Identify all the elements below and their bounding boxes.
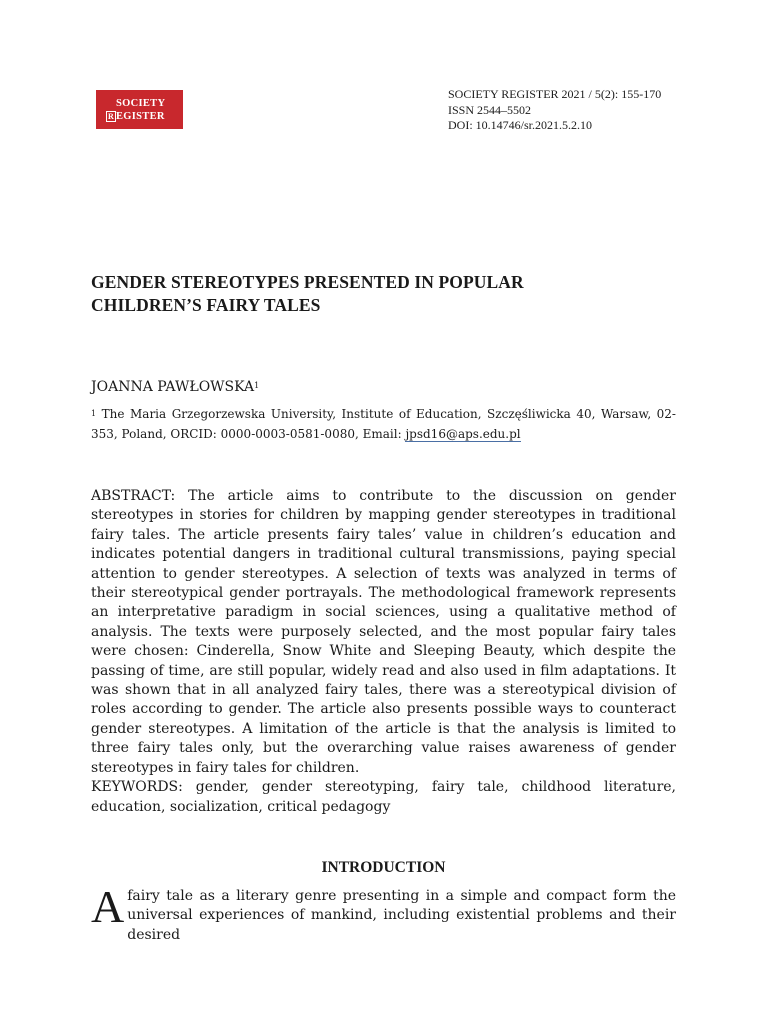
affiliation-mark: 1 — [91, 409, 97, 418]
logo-line-1: SOCIETY — [116, 98, 166, 109]
introduction-text: fairy tale as a literary genre presenting in a simple and compact form the universal experiences of mankind, including existential problems and their desired — [127, 888, 676, 943]
email-link[interactable]: jpsd16@aps.edu.pl — [405, 426, 521, 441]
title-line-1: GENDER STEREOTYPES PRESENTED IN POPULAR — [91, 272, 524, 292]
section-heading-introduction: INTRODUCTION — [321, 859, 446, 876]
logo-line-2-rest: EGISTER — [116, 111, 165, 122]
citation-line: SOCIETY REGISTER 2021 / 5(2): 155-170 — [448, 87, 662, 101]
logo-line-2 — [106, 110, 183, 123]
doi-line: DOI: 10.14746/sr.2021.5.2.10 — [448, 118, 592, 132]
journal-logo — [96, 90, 183, 129]
logo-boxed-letter: R — [107, 112, 115, 121]
author-footnote-mark: 1 — [254, 381, 260, 390]
issn-line: ISSN 2544–5502 — [448, 102, 532, 117]
drop-cap: A — [91, 881, 125, 932]
abstract-text: ABSTRACT: The article aims to contribute to the discussion on gender stereotypes in stories for children by mapping gender stereotypes in traditional fairy tales. The article presents fairy tales’ value in children’s education and indicates potential dangers in traditional cultural transmissions, paying special attention to gender stereotypes. A selection of texts was analyzed in terms of their stereotypical gender portrayals. The methodological framework represents an interpretative paradigm in social sciences, using a qualitative method of analysis. The texts were purposely selected, and the most popular fairy tales were chosen: Cinderella, Snow White and Sleeping Beauty, which despite the passing of time, are still popular, widely read and also used in film adaptations. It was shown that in all analyzed fairy tales, there was a stereotypical division of roles according to gender. The article also presents possible ways to counteract gender stereotypes. A limitation of the article is that the analysis is limited to three fairy tales only, but the overarching value raises awareness of gender stereotypes in fairy tales for children. — [91, 488, 676, 776]
author-name — [91, 378, 259, 396]
keywords-text: KEYWORDS: gender, gender stereotyping, fairy tale, childhood literature, education, socialization, critical pedagogy — [91, 779, 676, 815]
author-name-text: JOANNA PAWŁOWSKA — [91, 379, 255, 395]
abstract-block — [91, 487, 676, 817]
affiliation-footnote — [91, 405, 676, 444]
affiliation-text: The Maria Grzegorzewska University, Institute of Education, Szczęśliwicka 40, Warsaw, 02-353, Poland, ORCID: 0000-0003-0581-0080, Email: — [91, 407, 676, 441]
introduction-paragraph — [91, 881, 676, 945]
title-line-2: CHILDREN’S FAIRY TALES — [91, 295, 321, 315]
article-title — [91, 271, 681, 317]
citation-block — [448, 87, 661, 134]
